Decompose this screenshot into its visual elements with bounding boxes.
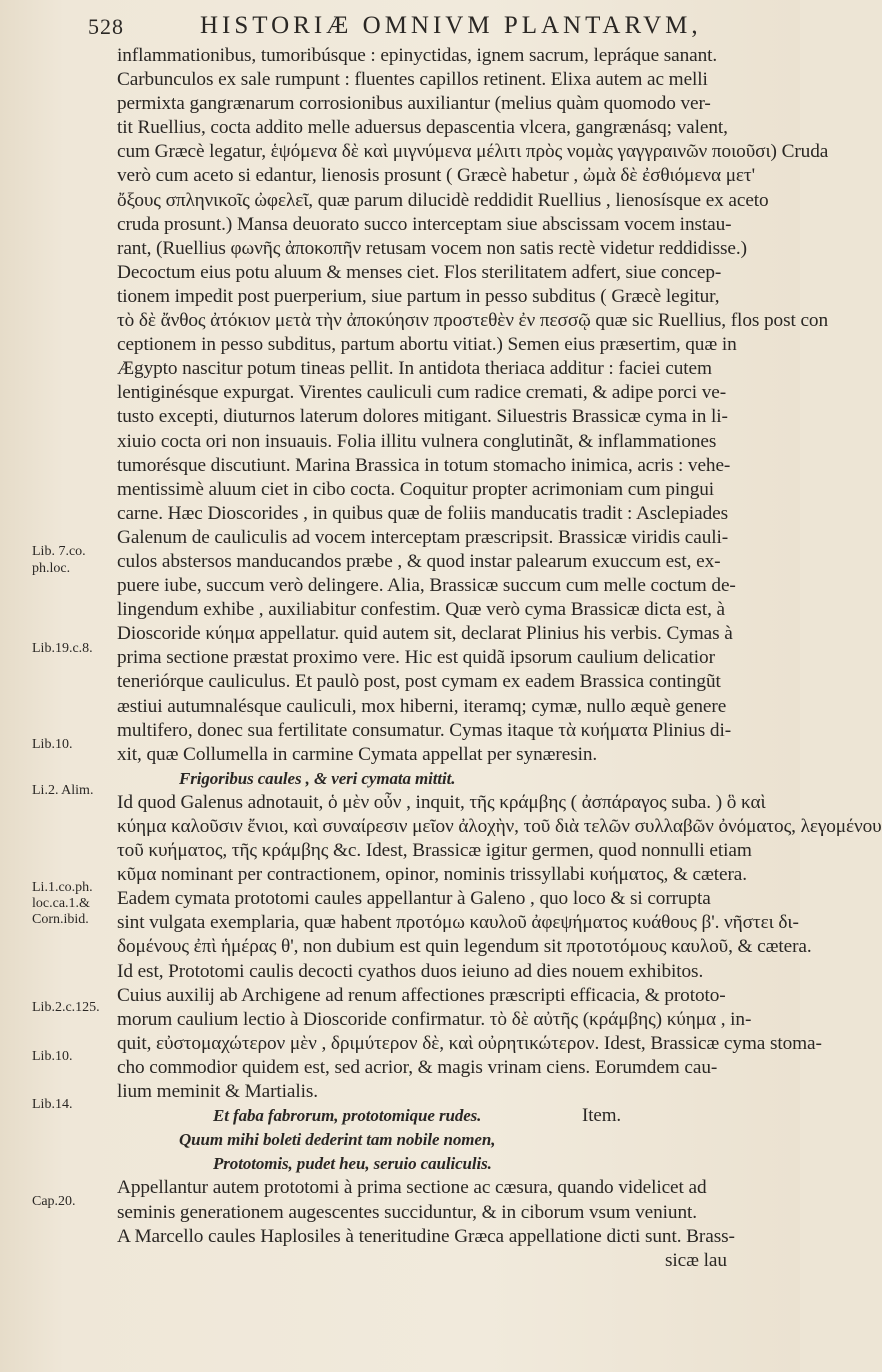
text-line: quit, εὐστομαχώτερον μὲν , δριμύτερον δὲ, καὶ οὐρητικώτερον. Idest, Brassicæ cyma stoma- <box>117 1032 822 1054</box>
text-line: τοῦ κυήματος, τῆς κράμβης &c. Idest, Brassicæ igitur germen, quod nonnulli etiam <box>117 840 752 862</box>
running-title: HISTORIÆ OMNIVM PLANTARVM, <box>200 12 702 39</box>
margin-note: loc.ca.1.& <box>32 896 90 911</box>
text-line: teneriórque cauliculus. Et paulò post, post cymam ex eadem Brassica contingũt <box>117 671 721 693</box>
margin-note: ph.loc. <box>32 561 71 576</box>
text-line: lentiginésque expurgat. Virentes cauliculi cum radice cremati, & adipe porci ve- <box>117 382 727 404</box>
text-line: xit, quæ Collumella in carmine Cymata appellat per synæresin. <box>117 743 598 765</box>
verse-line: Quum mihi boleti dederint tam nobile nomen, <box>179 1130 496 1150</box>
text-line: cho commodior quidem est, sed acrior, & magis vrinam ciens. Eorumdem cau- <box>117 1056 718 1078</box>
text-line: multifero, donec sua fertilitate consumatur. Cymas itaque τὰ κυήματα Plinius di- <box>117 719 732 741</box>
item-label: Item. <box>582 1105 622 1127</box>
text-line: δομένους ἐπὶ ἡμέρας θ', non dubium est quin legendum sit προτοτόμους καυλοῦ, & cætera. <box>117 936 812 958</box>
text-line: rant, (Ruellius φωνῆς ἀποκοπῆν retusam vocem non satis rectè videtur reddidisse.) <box>117 237 747 259</box>
verse-text: Et faba fabrorum, prototomique rudes. <box>213 1106 482 1126</box>
text-line: Decoctum eius potu aluum & menses ciet. Flos sterilitatem adfert, siue concep- <box>117 261 722 283</box>
verse-line <box>117 1104 769 1128</box>
text-line: Id est, Prototomi caulis decocti cyathos duos ieiuno ad dies nouem exhibitos. <box>117 960 704 982</box>
text-line: tusto excepti, diuturnos laterum dolores mitigant. Siluestris Brassicæ cyma in li- <box>117 406 728 428</box>
catchword: sicæ lau <box>665 1249 727 1271</box>
margin-note: Corn.ibid. <box>32 912 89 927</box>
page-number: 528 <box>88 14 124 39</box>
text-line: ὄξους σπληνικοῖς ὠφελεῖ, quæ parum dilucidè reddidit Ruellius , lienosísque ex aceto <box>117 189 769 211</box>
text-line: seminis generationem augescentes succiduntur, & in ciborum vsum veniunt. <box>117 1201 697 1223</box>
text-line: morum caulium lectio à Dioscoride confirmatur. τὸ δὲ αὐτῆς (κράμβης) κύημα , in- <box>117 1008 752 1030</box>
text-line: Id quod Galenus adnotauit, ὁ μὲν οὖν , inquit, τῆς κράμβης ( ἀσπάραγος suba. ) ὃ καὶ <box>117 791 766 813</box>
margin-note: Lib.19.c.8. <box>32 641 93 656</box>
text-line: mentissimè aluum ciet in cibo cocta. Coquitur propter acrimoniam cum pingui <box>117 478 715 500</box>
text-line: permixta gangrænarum corrosionibus auxiliantur (melius quàm quomodo ver- <box>117 93 711 115</box>
margin-note: Li.1.co.ph. <box>32 880 93 895</box>
text-line: verò cum aceto si edantur, lienosis prosunt ( Græcè habetur , ὠμὰ δὲ ἐσθιόμενα μετ' <box>117 165 755 187</box>
text-line: tionem impedit post puerperium, siue partum in pesso subditus ( Græcè legitur, <box>117 285 720 307</box>
text-line: Ægypto nascitur potum tineas pellit. In antidota theriaca additur : faciei cutem <box>117 358 712 380</box>
text-line: Cuius auxilij ab Archigene ad renum affectiones præscripti efficacia, & prototo- <box>117 984 726 1006</box>
margin-note: Lib. 7.co. <box>32 544 86 559</box>
text-line: sint vulgata exemplaria, quæ habent προτόμω καυλοῦ ἀφεψήματος κυάθους β'. νῆστει δι- <box>117 912 799 934</box>
text-line: culos abstersos manducandos præbe , & quod instar palearum exuccum est, ex- <box>117 550 721 572</box>
verse-line: Prototomis, pudet heu, seruio cauliculis. <box>213 1154 492 1174</box>
text-line: æstiui autumnalésque cauliculi, mox hiberni, iteramq; cymæ, nullo æquè genere <box>117 695 727 717</box>
text-line: xiuio cocta ori non insuauis. Folia illitu vulnera conglutinãt, & inflammationes <box>117 430 717 452</box>
verse-line: Frigoribus caules , & veri cymata mittit. <box>179 768 456 788</box>
text-line: τὸ δὲ ἄνθος ἀτόκιον μετὰ τὴν ἀποκύησιν προστεθὲν ἐν πεσσῷ quæ sic Ruellius, flos post con <box>117 310 828 332</box>
body-text <box>117 44 882 1273</box>
text-line: inflammationibus, tumoribúsque : epinyctidas, ignem sacrum, lepráque sanant. <box>117 45 718 66</box>
text-line: Dioscoride κύημα appellatur. quid autem sit, declarat Plinius his verbis. Cymas à <box>117 623 733 645</box>
margin-note: Li.2. Alim. <box>32 783 94 798</box>
margin-note: Lib.2.c.125. <box>32 1000 100 1015</box>
text-line: cum Græcè legatur, ἑψόμενα δὲ καὶ μιγνύμενα μέλιτι πρὸς νομὰς γαγγραινῶν ποιοῦσι) Cruda <box>117 141 829 163</box>
text-line: Galenum de cauliculis ad vocem interceptam præscripsit. Brassicæ viridis cauli- <box>117 526 729 548</box>
text-line: lium meminit & Martialis. <box>117 1081 319 1103</box>
page-header <box>0 10 800 44</box>
text-line: A Marcello caules Haplosiles à teneritudine Græca appellatione dicti sunt. Brass- <box>117 1225 735 1247</box>
text-line: tit Ruellius, cocta addito melle aduersus depascentia vlcera, gangrænásq; valent, <box>117 117 728 139</box>
margin-note: Lib.10. <box>32 737 73 752</box>
text-line: lingendum exhibe , auxiliabitur confestim. Quæ verò cyma Brassicæ dicta est, à <box>117 599 725 621</box>
text-line: carne. Hæc Dioscorides , in quibus quæ de foliis manducatis tradit : Asclepiades <box>117 502 729 524</box>
text-line: tumorésque discutiunt. Marina Brassica in totum stomacho inimica, acris : vehe- <box>117 454 731 476</box>
margin-note: Lib.14. <box>32 1097 73 1112</box>
text-line: Carbunculos ex sale rumpunt : fluentes capillos retinent. Elixa autem ac melli <box>117 69 708 91</box>
margin-note: Cap.20. <box>32 1194 76 1209</box>
text-line: Eadem cymata prototomi caules appellantur à Galeno , quo loco & si corrupta <box>117 888 711 910</box>
text-line: puere iube, succum verò delingere. Alia, Brassicæ succum cum melle coctum de- <box>117 575 736 597</box>
text-line: Appellantur autem prototomi à prima sectione ac cæsura, quando videlicet ad <box>117 1177 707 1199</box>
text-line: cruda prosunt.) Mansa deuorato succo interceptam siue abscissam vocem instau- <box>117 213 732 235</box>
text-line: prima sectione præstat proximo vere. Hic est quidã ipsorum caulium delicatior <box>117 647 715 669</box>
text-line: κῦμα nominant per contractionem, opinor, nominis trissyllabi κυήματος, & cætera. <box>117 864 747 886</box>
margin-note: Lib.10. <box>32 1049 73 1064</box>
text-line: ceptionem in pesso subditus, partum abortu vitiat.) Semen eius præsertim, quæ in <box>117 334 737 356</box>
text-line: κύημα καλοῦσιν ἔνιοι, καὶ συναίρεσιν μεῖον ἀλοχὴν, τοῦ διὰ τελῶν συλλαβῶν ὀνόματος, λεγομένου <box>117 816 882 837</box>
